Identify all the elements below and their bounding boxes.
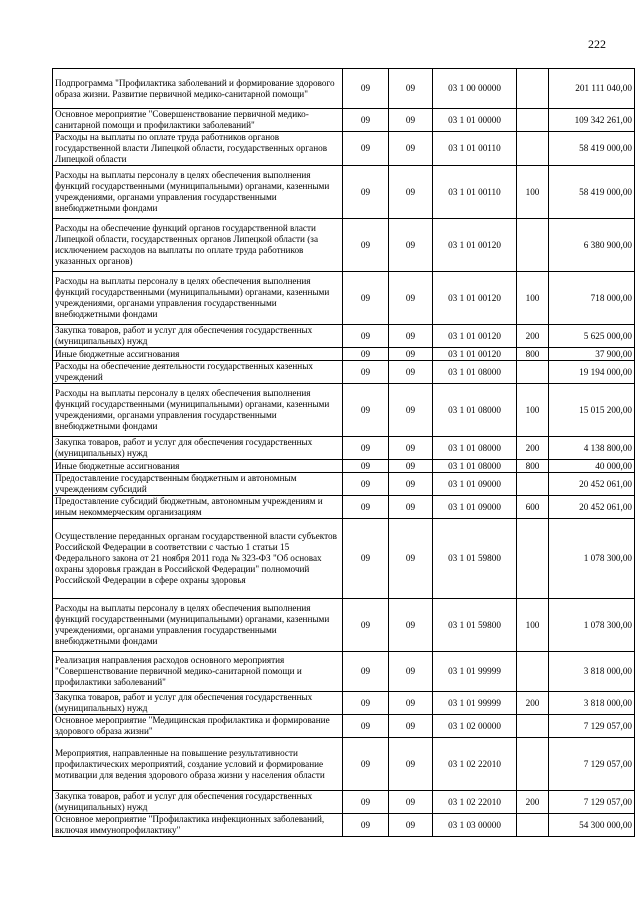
row-subsection-code: 09 — [389, 692, 433, 715]
row-section-code: 09 — [343, 814, 389, 837]
row-expense-type — [517, 652, 549, 692]
row-name: Предоставление государственным бюджетным и автономным учреждениям субсидий — [53, 473, 343, 496]
row-name: Закупка товаров, работ и услуг для обеспечения государственных (муниципальных) нужд — [53, 791, 343, 814]
row-name: Расходы на обеспечение функций органов государственной власти Липецкой области, государственных органов Липецкой области (за исключением расходов на выплаты по оплате труда работников указанных органов) — [53, 219, 343, 272]
row-amount: 19 194 000,00 — [549, 361, 635, 384]
row-expense-type: 100 — [517, 384, 549, 437]
row-target-code: 03 1 01 08000 — [433, 384, 517, 437]
row-subsection-code: 09 — [389, 384, 433, 437]
row-section-code: 09 — [343, 384, 389, 437]
row-name: Реализация направления расходов основного мероприятия "Совершенствование первичной медико-санитарной помощи и профилактики заболеваний" — [53, 652, 343, 692]
row-name: Подпрограмма "Профилактика заболеваний и формирование здорового образа жизни. Развитие первичной медико-санитарной помощи" — [53, 69, 343, 109]
table-row — [53, 652, 635, 692]
row-expense-type: 100 — [517, 599, 549, 652]
row-amount: 20 452 061,00 — [549, 473, 635, 496]
row-section-code: 09 — [343, 219, 389, 272]
row-expense-type: 200 — [517, 692, 549, 715]
row-target-code: 03 1 01 00110 — [433, 166, 517, 219]
row-amount: 109 342 261,00 — [549, 109, 635, 132]
row-expense-type — [517, 361, 549, 384]
row-expense-type: 100 — [517, 272, 549, 325]
row-target-code: 03 1 01 99999 — [433, 692, 517, 715]
row-name: Мероприятия, направленные на повышение результативности профилактических мероприятий, создание условий и формирование мотивации для ведения здорового образа жизни у населения области — [53, 738, 343, 791]
row-amount: 37 900,00 — [549, 348, 635, 361]
row-section-code: 09 — [343, 109, 389, 132]
row-expense-type — [517, 69, 549, 109]
row-section-code: 09 — [343, 166, 389, 219]
row-target-code: 03 1 01 59800 — [433, 519, 517, 599]
row-amount: 7 129 057,00 — [549, 715, 635, 738]
row-name: Осуществление переданных органам государственной власти субъектов Российской Федерации в соответствии с частью 1 статьи 15 Федерального закона от 21 ноября 2011 года № 323-ФЗ "Об основах охраны здоровья граждан в Российской Федерации" полномочий Российской Федерации в сфере охраны здоровья — [53, 519, 343, 599]
row-amount: 7 129 057,00 — [549, 791, 635, 814]
table-row — [53, 791, 635, 814]
row-amount: 4 138 800,00 — [549, 437, 635, 460]
row-name: Основное мероприятие "Совершенствование первичной медико-санитарной помощи и профилактики заболеваний" — [53, 109, 343, 132]
row-section-code: 09 — [343, 348, 389, 361]
table-row — [53, 715, 635, 738]
row-section-code: 09 — [343, 325, 389, 348]
row-target-code: 03 1 01 00120 — [433, 348, 517, 361]
row-target-code: 03 1 03 00000 — [433, 814, 517, 837]
row-name: Закупка товаров, работ и услуг для обеспечения государственных (муниципальных) нужд — [53, 325, 343, 348]
row-amount: 3 818 000,00 — [549, 692, 635, 715]
row-subsection-code: 09 — [389, 496, 433, 519]
row-name: Расходы на выплаты по оплате труда работников органов государственной власти Липецкой области, государственных органов Липецкой области — [53, 132, 343, 166]
row-target-code: 03 1 01 09000 — [433, 496, 517, 519]
row-subsection-code: 09 — [389, 599, 433, 652]
row-amount: 1 078 300,00 — [549, 519, 635, 599]
row-target-code: 03 1 01 59800 — [433, 599, 517, 652]
row-target-code: 03 1 01 00120 — [433, 219, 517, 272]
row-amount: 5 625 000,00 — [549, 325, 635, 348]
budget-table-body — [53, 69, 635, 837]
table-row — [53, 519, 635, 599]
row-section-code: 09 — [343, 599, 389, 652]
row-expense-type — [517, 519, 549, 599]
row-amount: 3 818 000,00 — [549, 652, 635, 692]
row-subsection-code: 09 — [389, 361, 433, 384]
row-target-code: 03 1 01 00120 — [433, 325, 517, 348]
row-section-code: 09 — [343, 460, 389, 473]
row-amount: 58 419 000,00 — [549, 166, 635, 219]
row-subsection-code: 09 — [389, 272, 433, 325]
row-target-code: 03 1 02 22010 — [433, 791, 517, 814]
row-subsection-code: 09 — [389, 325, 433, 348]
table-row — [53, 132, 635, 166]
table-row — [53, 437, 635, 460]
row-subsection-code: 09 — [389, 166, 433, 219]
row-expense-type: 200 — [517, 437, 549, 460]
row-subsection-code: 09 — [389, 69, 433, 109]
row-amount: 15 015 200,00 — [549, 384, 635, 437]
row-name: Расходы на выплаты персоналу в целях обеспечения выполнения функций государственными (муниципальными) органами, казенными учреждениями, органами управления государственными внебюджетными фондами — [53, 384, 343, 437]
row-amount: 201 111 040,00 — [549, 69, 635, 109]
row-subsection-code: 09 — [389, 791, 433, 814]
row-target-code: 03 1 01 00120 — [433, 272, 517, 325]
row-target-code: 03 1 01 09000 — [433, 473, 517, 496]
table-row — [53, 272, 635, 325]
table-row — [53, 599, 635, 652]
row-subsection-code: 09 — [389, 109, 433, 132]
row-expense-type — [517, 219, 549, 272]
row-section-code: 09 — [343, 652, 389, 692]
row-subsection-code: 09 — [389, 738, 433, 791]
row-expense-type — [517, 814, 549, 837]
table-row — [53, 384, 635, 437]
row-subsection-code: 09 — [389, 652, 433, 692]
row-amount: 718 000,00 — [549, 272, 635, 325]
row-amount: 54 300 000,00 — [549, 814, 635, 837]
row-subsection-code: 09 — [389, 814, 433, 837]
row-subsection-code: 09 — [389, 460, 433, 473]
row-expense-type — [517, 109, 549, 132]
row-amount: 6 380 900,00 — [549, 219, 635, 272]
table-row — [53, 361, 635, 384]
table-row — [53, 814, 635, 837]
row-expense-type: 200 — [517, 325, 549, 348]
row-name: Основное мероприятие "Медицинская профилактика и формирование здорового образа жизни" — [53, 715, 343, 738]
budget-table — [52, 68, 635, 837]
row-target-code: 03 1 00 00000 — [433, 69, 517, 109]
table-row — [53, 109, 635, 132]
row-expense-type: 800 — [517, 348, 549, 361]
row-name: Закупка товаров, работ и услуг для обеспечения государственных (муниципальных) нужд — [53, 692, 343, 715]
table-row — [53, 69, 635, 109]
table-row — [53, 496, 635, 519]
row-subsection-code: 09 — [389, 473, 433, 496]
row-section-code: 09 — [343, 496, 389, 519]
row-section-code: 09 — [343, 361, 389, 384]
row-target-code: 03 1 01 00110 — [433, 132, 517, 166]
row-target-code: 03 1 01 08000 — [433, 361, 517, 384]
row-target-code: 03 1 01 00000 — [433, 109, 517, 132]
row-subsection-code: 09 — [389, 715, 433, 738]
row-name: Предоставление субсидий бюджетным, автономным учреждениям и иным некоммерческим организациям — [53, 496, 343, 519]
row-section-code: 09 — [343, 437, 389, 460]
row-section-code: 09 — [343, 715, 389, 738]
row-name: Иные бюджетные ассигнования — [53, 348, 343, 361]
row-expense-type — [517, 473, 549, 496]
row-subsection-code: 09 — [389, 437, 433, 460]
table-row — [53, 219, 635, 272]
row-name: Расходы на обеспечение деятельности государственных казенных учреждений — [53, 361, 343, 384]
row-section-code: 09 — [343, 132, 389, 166]
row-expense-type — [517, 738, 549, 791]
row-target-code: 03 1 01 08000 — [433, 437, 517, 460]
row-target-code: 03 1 02 22010 — [433, 738, 517, 791]
row-section-code: 09 — [343, 272, 389, 325]
row-subsection-code: 09 — [389, 219, 433, 272]
row-amount: 1 078 300,00 — [549, 599, 635, 652]
row-amount: 40 000,00 — [549, 460, 635, 473]
row-section-code: 09 — [343, 692, 389, 715]
row-expense-type: 100 — [517, 166, 549, 219]
row-target-code: 03 1 01 99999 — [433, 652, 517, 692]
row-section-code: 09 — [343, 69, 389, 109]
row-expense-type: 200 — [517, 791, 549, 814]
table-row — [53, 348, 635, 361]
row-target-code: 03 1 01 08000 — [433, 460, 517, 473]
row-section-code: 09 — [343, 791, 389, 814]
table-row — [53, 166, 635, 219]
row-expense-type — [517, 715, 549, 738]
row-target-code: 03 1 02 00000 — [433, 715, 517, 738]
row-section-code: 09 — [343, 738, 389, 791]
table-row — [53, 738, 635, 791]
row-section-code: 09 — [343, 519, 389, 599]
row-expense-type: 600 — [517, 496, 549, 519]
page-number: 222 — [588, 37, 606, 51]
row-name: Основное мероприятие "Профилактика инфекционных заболеваний, включая иммунопрофилактику" — [53, 814, 343, 837]
table-row — [53, 325, 635, 348]
row-name: Расходы на выплаты персоналу в целях обеспечения выполнения функций государственными (муниципальными) органами, казенными учреждениями, органами управления государственными внебюджетными фондами — [53, 166, 343, 219]
row-name: Расходы на выплаты персоналу в целях обеспечения выполнения функций государственными (муниципальными) органами, казенными учреждениями, органами управления государственными внебюджетными фондами — [53, 272, 343, 325]
row-name: Расходы на выплаты персоналу в целях обеспечения выполнения функций государственными (муниципальными) органами, казенными учреждениями, органами управления государственными внебюджетными фондами — [53, 599, 343, 652]
row-subsection-code: 09 — [389, 519, 433, 599]
row-amount: 20 452 061,00 — [549, 496, 635, 519]
row-expense-type — [517, 132, 549, 166]
table-row — [53, 692, 635, 715]
row-subsection-code: 09 — [389, 348, 433, 361]
row-amount: 58 419 000,00 — [549, 132, 635, 166]
row-expense-type: 800 — [517, 460, 549, 473]
row-name: Закупка товаров, работ и услуг для обеспечения государственных (муниципальных) нужд — [53, 437, 343, 460]
table-row — [53, 460, 635, 473]
row-section-code: 09 — [343, 473, 389, 496]
row-name: Иные бюджетные ассигнования — [53, 460, 343, 473]
row-subsection-code: 09 — [389, 132, 433, 166]
row-amount: 7 129 057,00 — [549, 738, 635, 791]
table-row — [53, 473, 635, 496]
